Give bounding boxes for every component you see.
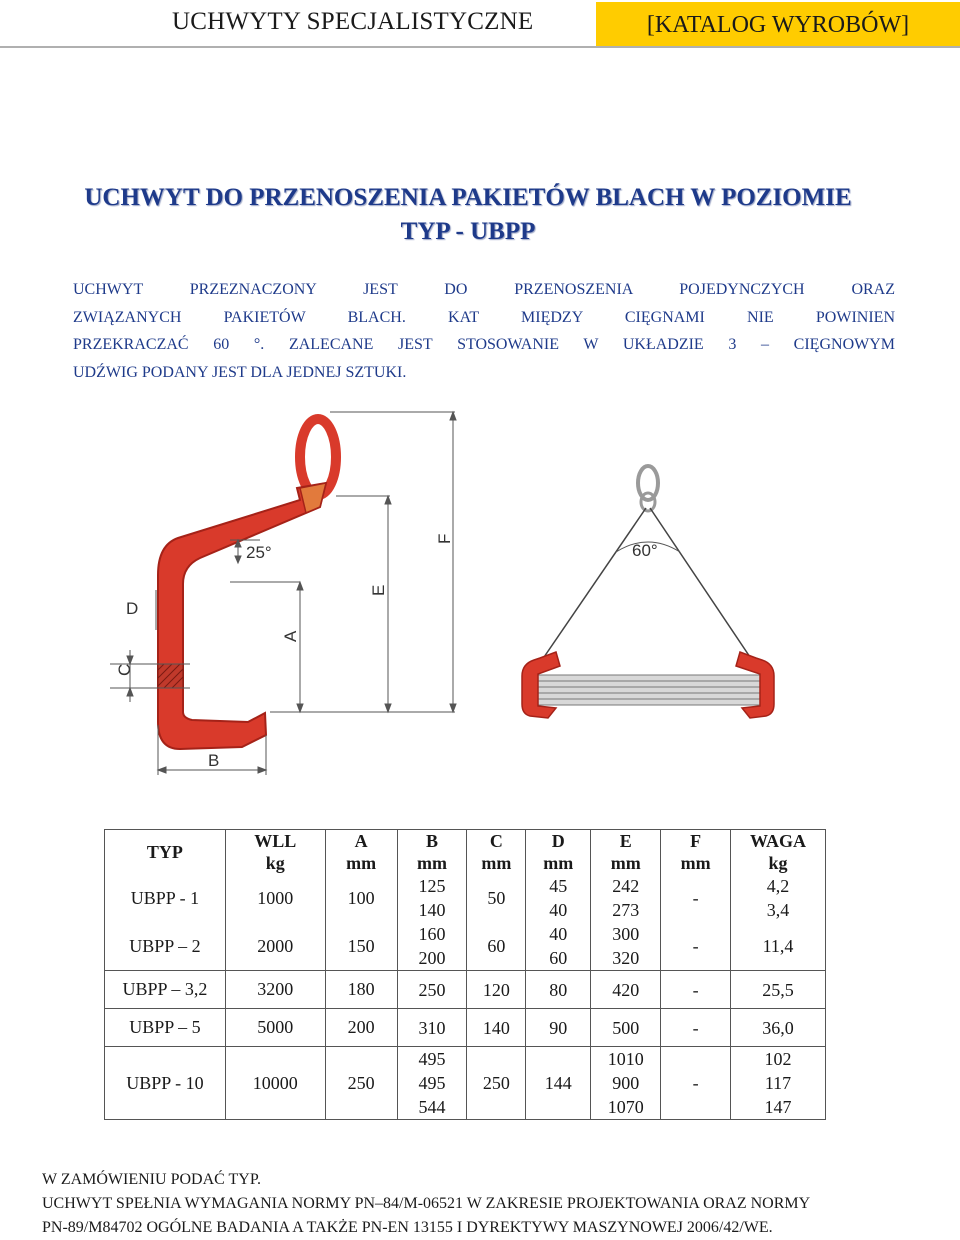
cell-waga: 4,2 3,4	[731, 874, 826, 922]
cell-typ: UBPP – 5	[105, 1009, 226, 1047]
table-header-row	[105, 830, 826, 875]
cell-waga: 36,0	[731, 1009, 826, 1047]
header-a: A mm	[325, 830, 397, 875]
header-title: UCHWYTY SPECJALISTYCZNE	[172, 8, 534, 35]
cell-c: 60	[467, 922, 526, 971]
description-line: ZWIĄZANYCH PAKIETÓW BLACH. KAT MIĘDZY CIĘGNAMI NIE POWINIEN	[73, 308, 895, 326]
cell-f: -	[661, 1009, 731, 1047]
sling-leg-right	[650, 508, 752, 660]
header-e: E mm	[591, 830, 661, 875]
cell-d: 40 60	[526, 922, 591, 971]
standards-note: UCHWYT SPEŁNIA WYMAGANIA NORMY PN–84/M-06521 W ZAKRESIE PROJEKTOWANIA ORAZ NORMY PN-89/M84702 OGÓLNE BADANIA A TAKŻE PN-EN 13155 I DYREKTYWY MASZYNOWEJ 2006/42/WE.	[42, 1195, 811, 1236]
angle-25-label: 25°	[246, 543, 272, 562]
cell-c: 140	[467, 1009, 526, 1047]
cell-f: -	[661, 971, 731, 1009]
cell-b: 310	[397, 1009, 467, 1047]
header-f: F mm	[661, 830, 731, 875]
order-note: W ZAMÓWIENIU PODAĆ TYP.	[42, 1171, 261, 1188]
cell-f: -	[661, 874, 731, 922]
header-c: C mm	[467, 830, 526, 875]
cell-a: 200	[325, 1009, 397, 1047]
description-line: UDŹWIG PODANY JEST DLA JEDNEJ SZTUKI.	[73, 363, 407, 381]
master-link-top	[638, 466, 658, 500]
cell-waga: 11,4	[731, 922, 826, 971]
cell-b: 495 495 544	[397, 1047, 467, 1120]
cell-wll: 5000	[225, 1009, 325, 1047]
cell-e: 1010 900 1070	[591, 1047, 661, 1120]
cell-a: 180	[325, 971, 397, 1009]
table-row	[105, 922, 826, 971]
cell-waga: 102 117 147	[731, 1047, 826, 1120]
header-waga: WAGA kg	[731, 830, 826, 875]
dimension-d-label: D	[126, 599, 139, 618]
cell-typ: UBPP – 3,2	[105, 971, 226, 1009]
product-drawing	[0, 400, 960, 800]
page-header	[0, 0, 960, 50]
dimension-c-label: C	[115, 663, 134, 676]
cell-a: 100	[325, 874, 397, 922]
cell-f: -	[661, 1047, 731, 1120]
table-row	[105, 1047, 826, 1120]
cell-e: 420	[591, 971, 661, 1009]
table-row	[105, 874, 826, 922]
cell-c: 120	[467, 971, 526, 1009]
cell-wll: 1000	[225, 874, 325, 922]
cell-typ: UBPP - 10	[105, 1047, 226, 1120]
description-line: UCHWYT PRZEZNACZONY JEST DO PRZENOSZENIA POJEDYNCZYCH ORAZ	[73, 281, 895, 298]
cell-e: 242 273	[591, 874, 661, 922]
product-title: UCHWYT DO PRZENOSZENIA PAKIETÓW BLACH W POZIOMIE	[84, 184, 852, 211]
table-row	[105, 1009, 826, 1047]
dimension-a-label: A	[281, 630, 300, 642]
cell-d: 144	[526, 1047, 591, 1120]
cell-b: 125 140	[397, 874, 467, 922]
product-description	[73, 276, 895, 386]
dimension-b-label: B	[208, 751, 220, 770]
dimension-f-label: F	[435, 533, 454, 544]
section-hatch-c	[158, 664, 183, 688]
header-divider	[0, 46, 960, 48]
cell-waga: 25,5	[731, 971, 826, 1009]
cell-d: 90	[526, 1009, 591, 1047]
sling-leg-left	[542, 508, 646, 660]
header-typ: TYP	[105, 830, 226, 875]
cell-d: 45 40	[526, 874, 591, 922]
cell-typ: UBPP - 1	[105, 874, 226, 922]
cell-wll: 2000	[225, 922, 325, 971]
cell-d: 80	[526, 971, 591, 1009]
cell-c: 50	[467, 874, 526, 922]
angle-60-label: 60°	[632, 541, 658, 560]
dimension-e-label: E	[369, 584, 388, 596]
header-b: B mm	[397, 830, 467, 875]
plate-stack	[538, 675, 760, 705]
header-d: D mm	[526, 830, 591, 875]
hook-side-view	[110, 412, 456, 775]
cell-b: 160 200	[397, 922, 467, 971]
table-row	[105, 971, 826, 1009]
cell-wll: 3200	[225, 971, 325, 1009]
product-type-title: TYP - UBPP	[400, 218, 536, 245]
catalog-tag: [KATALOG WYROBÓW]	[596, 2, 960, 46]
cell-a: 150	[325, 922, 397, 971]
cell-a: 250	[325, 1047, 397, 1120]
cell-c: 250	[467, 1047, 526, 1120]
cell-f: -	[661, 922, 731, 971]
specification-table	[104, 829, 826, 1120]
cell-e: 500	[591, 1009, 661, 1047]
description-line: PRZEKRACZAĆ 60 °. ZALECANE JEST STOSOWANIE W UKŁADZIE 3 – CIĘGNOWYM	[73, 336, 895, 353]
cell-b: 250	[397, 971, 467, 1009]
cell-e: 300 320	[591, 922, 661, 971]
header-wll: WLL kg	[225, 830, 325, 875]
sling-arrangement-view	[522, 466, 774, 718]
cell-typ: UBPP – 2	[105, 922, 226, 971]
cell-wll: 10000	[225, 1047, 325, 1120]
